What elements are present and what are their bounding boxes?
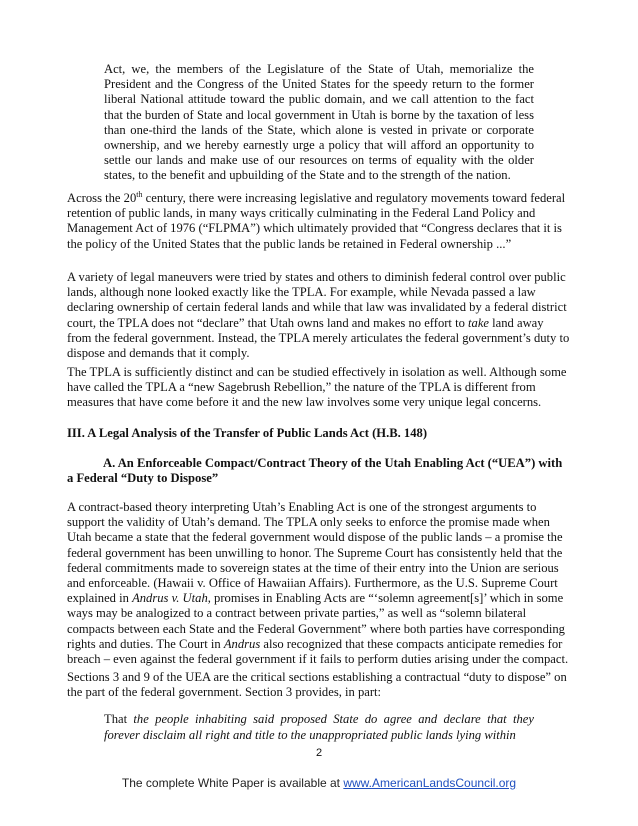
heading-legal-analysis: III. A Legal Analysis of the Transfer of Public Lands Act (H.B. 148) (67, 426, 428, 440)
para4-text-a: A contract-based theory interpreting Utah’s Enabling Act is one of the strongest arguments to support the validity of Utah’s demand. The TPLA only seeks to enforce the promise made when Utah became a state that the federal government would dispose of the public lands – a promise the federal government has been unwilling to honor. The Supreme Court has consistently held that the federal commitments made to sovereign states at the time of their entry into the Union are serious and enforceable. (Hawaii v. Office of Hawaiian Affairs). Furthermore, as the U.S. Supreme Court explained in (67, 500, 563, 606)
para4-text-c: also recognized that these compacts anticipate remedies for breach – even against the federal government if it fails to perform duties arising under the compact. (67, 636, 569, 667)
paragraph-contract-theory (67, 500, 571, 667)
subheading-a-line2: a Federal “Duty to Dispose” (67, 471, 219, 486)
section-heading-iii (67, 426, 571, 441)
quote-bottom-emphasis: the people inhabiting said proposed State do agree and declare that they forever disclaim all right and title to the unappropriated public lands lying within (104, 712, 534, 742)
para1-text-b: century, there were increasing legislative and regulatory movements toward federal retention of public lands, in many ways critically culminating in the Federal Land Policy and Management Act of 1976 (“FLPMA”) which ultimately provided that “Congress declares that it is the policy of the United States that the public lands be retained in Federal ownership ...” (67, 191, 566, 251)
para3-text: The TPLA is sufficiently distinct and can be studied effectively in isolation as well. Although some have called the TPLA a “new Sagebrush Rebellion,” the nature of the TPLA is different from measures that have come before it and the new law involves some very unique legal concerns. (67, 365, 567, 410)
para4-case-andrus-v-utah: Andrus v. Utah (132, 591, 208, 606)
block-quote-legislature: Act, we, the members of the Legislature of the State of Utah, memorialize the President and the Congress of the United States for the speedy return to the former liberal National attitude toward the public domain, and we call attention to the fact that the burden of State and local government in Utah is borne by the taxation of less than one-third the lands of the State, which alone is vested in private or corporate ownership, and we hereby earnestly urge a policy that will afford an opportunity to settle our lands and make use of our resources on terms of equality with the older states, to the benefit and upbuilding of the State and to the strength of the nation. (104, 62, 534, 183)
paragraph-sections-3-9 (67, 670, 571, 700)
para1-text-a: Across the 20 (67, 191, 137, 205)
paragraph-legal-maneuvers (67, 270, 571, 361)
paragraph-tpla-distinct (67, 365, 571, 411)
para4-case-andrus: Andrus (223, 636, 261, 651)
quote-bottom-text-a: That (104, 712, 134, 726)
subheading-a (67, 456, 571, 486)
page-number: 2 (315, 747, 323, 759)
para1-superscript: th (136, 189, 143, 199)
footer-website-link[interactable]: www.AmericanLandsCouncil.org (343, 776, 517, 790)
paragraph-20th-century (67, 191, 571, 252)
para2-text-b: land away from the federal government. Instead, the TPLA merely articulates the federal government’s duty to dispose and demands that it comply. (67, 315, 570, 361)
para4-text-b: , promises in Enabling Acts are “‘solemn agreement[s]’ which in some ways may be analogized to a contract between private parties,” as well as “solemn bilateral compacts between each State and the Federal Government” where both parties have corresponding rights and duties. The Court in (67, 591, 565, 651)
para2-emphasis: take (468, 315, 490, 330)
footer-text: The complete White Paper is available at (121, 776, 344, 790)
subheading-a-line1: A. An Enforceable Compact/Contract Theory of the Utah Enabling Act (“UEA”) with (103, 456, 563, 470)
para2-text-a: A variety of legal maneuvers were tried by states and others to diminish federal control over public lands, although none looked exactly like the TPLA. For example, while Nevada passed a law declaring ownership of certain federal lands and while that law was invalidated by a federal district court, the TPLA does not “declare” that Utah owns land and makes no effort to (67, 270, 567, 330)
footer (0, 776, 638, 790)
para5-text: Sections 3 and 9 of the UEA are the critical sections establishing a contractual “duty to dispose” on the part of the federal government. Section 3 provides, in part: (67, 670, 567, 700)
block-quote-section-3 (104, 712, 534, 743)
